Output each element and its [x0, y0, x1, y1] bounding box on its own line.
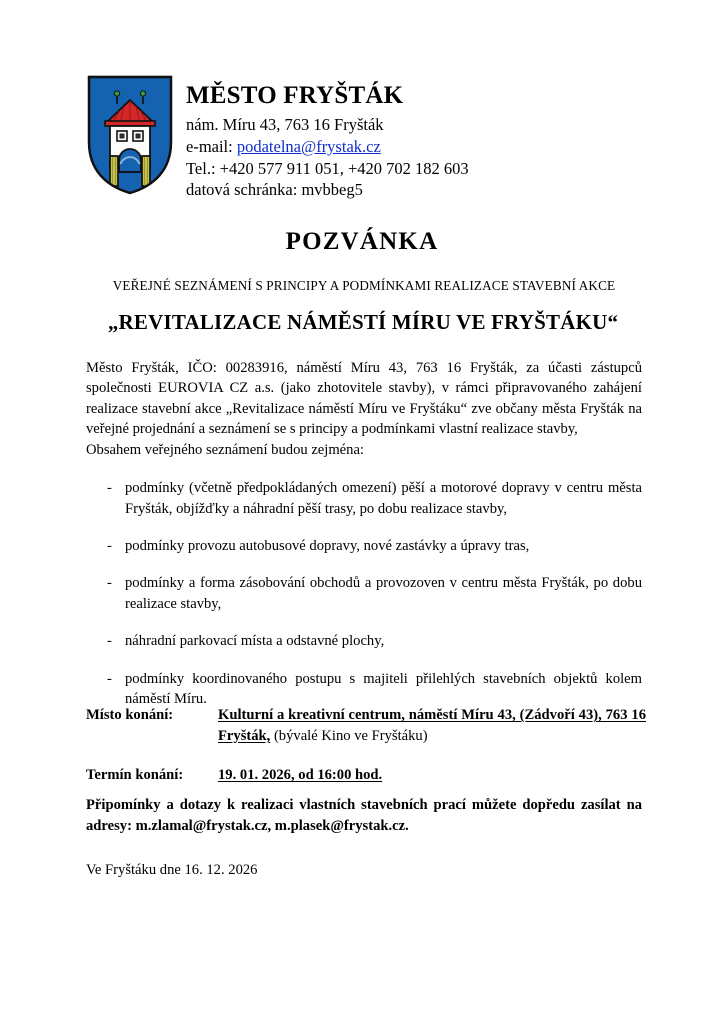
list-item-text: podmínky koordinovaného postupu s majiteli přilehlých stavebních objektů kolem náměstí Míru.: [125, 670, 642, 708]
date-row: [86, 765, 646, 786]
bullet-dash-icon: -: [107, 670, 112, 687]
bullet-dash-icon: -: [107, 633, 112, 650]
intro-paragraph: Město Fryšták, IČO: 00283916, náměstí Míru 43, 763 16 Fryšták, za účasti zástupců společnosti EUROVIA CZ a.s. (jako zhotovitele stavby), v rámci připravovaného zahájení realizace stavební akce „Revitalizace náměstí Míru ve Fryštáku“ zve občany města Fryšták na veřejné projednání a seznámení se s principy a podmínkami vlastní realizace stavby,: [86, 360, 642, 438]
venue-note: (bývalé Kino ve Fryštáku): [270, 727, 428, 744]
list-item: [86, 573, 642, 614]
bullet-dash-icon: -: [107, 537, 112, 554]
document-dateline: Ve Fryštáku dne 16. 12. 2026: [86, 862, 258, 878]
venue-label: Místo konání:: [86, 707, 174, 723]
letterhead: [86, 74, 646, 201]
email-label: e-mail:: [186, 136, 233, 156]
venue-row: [86, 705, 646, 746]
list-item-text: podmínky (včetně předpokládaných omezení) pěší a motorové dopravy v centru města Fryšták, objížďky a náhradní pěší trasy, po dobu realizace stavby,: [125, 480, 642, 517]
contents-lead: Obsahem veřejného seznámení budou zejména:: [86, 441, 364, 458]
list-item: [86, 669, 642, 710]
organization-address: nám. Míru 43, 763 16 Fryšták: [186, 115, 384, 134]
organization-name: MĚSTO FRYŠTÁK: [186, 82, 404, 109]
organization-phone: Tel.: +420 577 911 051, +420 702 182 603: [186, 158, 469, 178]
document-body: [86, 358, 642, 709]
organization-data-box: datová schránka: mvbbeg5: [186, 180, 363, 200]
organization-email-line: [186, 136, 469, 158]
date-value: [218, 765, 646, 786]
venue-address: Kulturní a kreativní centrum, náměstí Míru 43, (Zádvoří 43), 763 16 Fryšták,: [218, 707, 646, 744]
list-item-text: podmínky provozu autobusové dopravy, nové zastávky a úpravy tras,: [125, 537, 530, 554]
list-item-text: náhradní parkovací místa a odstavné plochy,: [125, 633, 385, 650]
date-time-text: 19. 01. 2026, od 16:00 hod.: [218, 767, 383, 784]
agenda-list: [86, 478, 642, 709]
organization-block: [186, 74, 469, 201]
date-label: Termín konání:: [86, 767, 184, 784]
list-item: [86, 631, 642, 651]
venue-value: [218, 705, 646, 746]
project-title: „REVITALIZACE NÁMĚSTÍ MÍRU VE FRYŠTÁKU“: [107, 310, 619, 334]
list-item: [86, 478, 642, 519]
bullet-dash-icon: -: [107, 480, 112, 497]
document-subtitle: VEŘEJNÉ SEZNÁMENÍ S PRINCIPY A PODMÍNKAMI REALIZACE STAVEBNÍ AKCE: [112, 278, 616, 293]
list-item-text: podmínky a forma zásobování obchodů a provozoven v centru města Fryšták, po dobu realizace stavby,: [125, 575, 642, 612]
list-item: [86, 536, 642, 556]
contact-notice: Připomínky a dotazy k realizaci vlastních stavebních prací můžete dopředu zasílat na adresy: m.zlamal@frystak.cz, m.plasek@frystak.cz.: [86, 797, 642, 834]
bullet-dash-icon: -: [107, 575, 112, 592]
page-title: POZVÁNKA: [285, 228, 439, 255]
event-details: [86, 705, 646, 805]
email-link[interactable]: podatelna@frystak.cz: [236, 136, 381, 156]
frystak-coat-of-arms-icon: [86, 74, 174, 196]
